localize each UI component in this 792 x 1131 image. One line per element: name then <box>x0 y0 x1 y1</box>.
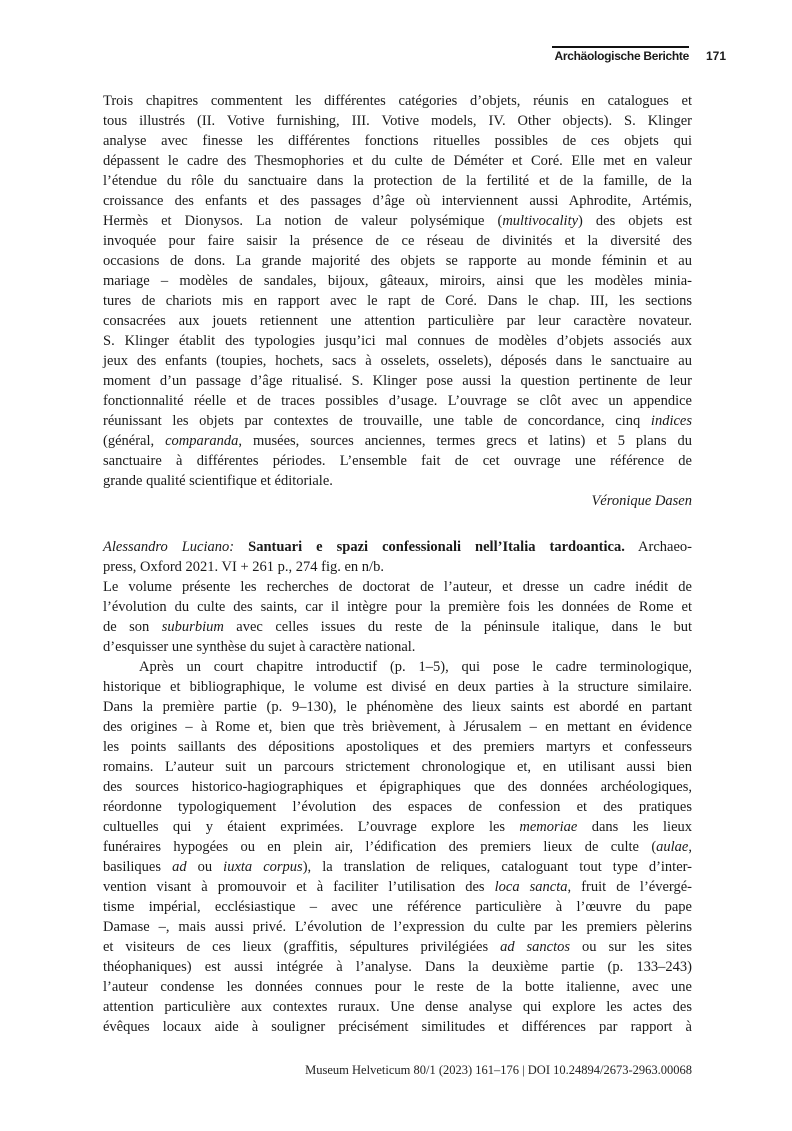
paragraph <box>103 91 692 491</box>
text-segment: romains. L’auteur suit un parcours strictement chronologique et, en utilisant aussi bien <box>103 759 692 775</box>
text-segment: ou sur les sites <box>570 939 693 955</box>
text-segment: mariage – modèles de sandales, bijoux, gâteaux, miroirs, ainsi que les modèles minia- <box>103 273 692 289</box>
text-segment: des sources historico-hagiographiques et épigraphiques que des données archéologiques, <box>103 779 692 795</box>
text-line <box>103 857 692 877</box>
text-segment: (général, <box>103 433 166 449</box>
text-line <box>103 557 692 577</box>
text-line <box>103 797 692 817</box>
text-segment: des origines – à Rome et, bien que très brièvement, à Jérusalem – en mettant en évidence <box>103 719 692 735</box>
text-segment: l’étendue du rôle du sanctuaire dans la protection de la fertilité et de la famille, de la <box>103 173 692 189</box>
text-line <box>103 471 692 491</box>
text-segment: tisme impérial, ecclésiastique – avec une référence particulière à l’œuvre du pape <box>103 899 692 915</box>
text-line <box>103 351 692 371</box>
text-segment: sanctuaire à différentes périodes. L’ensemble fait de cet ouvrage une référence de <box>103 453 692 469</box>
text-segment: ) des objets est <box>578 213 692 229</box>
text-line <box>103 211 692 231</box>
text-line <box>103 697 692 717</box>
journal-footer: Museum Helveticum 80/1 (2023) 161–176 | DOI 10.24894/2673-2963.00068 <box>305 1063 692 1077</box>
italic-text: ad <box>172 859 187 875</box>
text-segment: et visiteurs de ces lieux (graffitis, sépultures privilégiées <box>103 939 501 955</box>
text-segment: , <box>688 839 692 855</box>
text-segment: dépassent le cadre des Thesmophories et du culte de Déméter et Coré. Elle met en valeur <box>103 153 692 169</box>
book-citation <box>103 537 692 577</box>
text-segment: les points saillants des dépositions apostoliques et des premiers martyrs et confesseurs <box>103 739 692 755</box>
paragraph <box>103 577 692 657</box>
text-line <box>103 271 692 291</box>
text-segment: évêques locaux aide à souligner précisément similitudes et différences par rapport à <box>103 1019 692 1035</box>
text-line <box>103 777 692 797</box>
text-segment: S. Klinger établit des typologies jusqu’ici mal connues de modèles d’objets associés aux <box>103 333 692 349</box>
paragraph <box>103 657 692 1037</box>
text-line <box>103 371 692 391</box>
review-signature: Véronique Dasen <box>591 493 692 509</box>
text-segment: réordonne typologiquement l’évolution des espaces de confession et des pratiques <box>103 799 692 815</box>
text-line <box>103 311 692 331</box>
text-line <box>103 597 692 617</box>
text-segment: , fruit de l’évergé- <box>567 879 692 895</box>
text-segment: vention visant à promouvoir et à faciliter l’utilisation des <box>103 879 495 895</box>
text-segment: tous illustrés (II. Votive furnishing, III. Votive models, IV. Other objects). S. Klinger <box>103 113 692 129</box>
text-line <box>103 411 692 431</box>
text-line <box>103 977 692 997</box>
text-line <box>103 577 692 597</box>
article-body <box>103 91 692 1037</box>
text-line <box>103 537 692 557</box>
text-segment: Trois chapitres commentent les différentes catégories d’objets, réunis en catalogues et <box>103 93 692 109</box>
page-number: 171 <box>706 49 727 63</box>
text-line <box>103 131 692 151</box>
text-line <box>103 937 692 957</box>
header-rule <box>552 46 689 48</box>
text-segment: attention particulière aux contextes ruraux. Une dense analyse qui explore les actes des <box>103 999 692 1015</box>
text-segment: Dans la première partie (p. 9–130), le phénomène des lieux saints est abordé en partant <box>103 699 692 715</box>
text-segment: fonctionnalité réelle et de traces possibles d’usage. L’ouvrage se clôt avec un appendice <box>103 393 692 409</box>
text-segment: croissance des enfants et des passages d’âge où interviennent aussi Aphrodite, Artémis, <box>103 193 692 209</box>
text-segment: Le volume présente les recherches de doctorat de l’auteur, et dresse un cadre inédit de <box>103 579 692 595</box>
text-line <box>103 657 692 677</box>
text-line <box>103 637 692 657</box>
text-line <box>103 291 692 311</box>
text-line <box>103 191 692 211</box>
text-segment: , musées, sources anciennes, termes grecs et latins) et 5 plans du <box>238 433 693 449</box>
italic-text: loca sancta <box>494 879 568 895</box>
italic-text: ad sanctos <box>500 939 571 955</box>
text-segment <box>234 539 248 555</box>
text-line <box>103 151 692 171</box>
text-line <box>103 717 692 737</box>
text-line <box>103 617 692 637</box>
section-gap <box>103 511 692 537</box>
text-line <box>103 391 692 411</box>
text-segment: l’auteur condense les données connues pour le reste de la botte italienne, avec une <box>103 979 692 995</box>
text-line <box>103 91 692 111</box>
text-segment: Après un court chapitre introductif (p. 1–5), qui pose le cadre terminologique, <box>139 659 692 675</box>
text-segment: grande qualité scientifique et éditoriale. <box>103 473 333 489</box>
text-line <box>103 451 692 471</box>
text-line <box>103 957 692 977</box>
italic-text: aulae <box>656 839 689 855</box>
text-segment: réunissant les objets par contextes de trouvaille, une table de concordance, cinq <box>103 413 651 429</box>
text-segment: avec celles issues du reste de la péninsule italique, dans le but <box>223 619 692 635</box>
text-segment: invoquée pour faire saisir la présence de ce réseau de divinités et la diversité des <box>103 233 692 249</box>
text-segment: Hermès et Dionysos. La notion de valeur polysémique ( <box>103 213 503 229</box>
text-line <box>103 231 692 251</box>
text-segment: d’esquisser une synthèse du sujet à caractère national. <box>103 639 416 655</box>
text-segment: théophaniques) est aussi intégrée à l’analyse. Dans la deuxième partie (p. 133–243) <box>103 959 692 975</box>
text-line <box>103 1017 692 1037</box>
text-line <box>103 111 692 131</box>
text-segment: l’évolution du culte des saints, car il intègre pour la première fois les données de Rome et <box>103 599 692 615</box>
text-segment: consacrées aux jouets retiennent une attention particulière par leur caractère novateur. <box>103 313 692 329</box>
text-segment: press, Oxford 2021. VI + 261 p., 274 fig. en n/b. <box>103 559 384 575</box>
text-line <box>103 171 692 191</box>
text-line <box>103 877 692 897</box>
italic-text: indices <box>650 413 692 429</box>
italic-text: multivocality <box>502 213 579 229</box>
text-line <box>103 817 692 837</box>
text-segment: basiliques <box>103 859 173 875</box>
running-header-title: Archäologische Berichte <box>554 49 689 63</box>
text-segment: ou <box>186 859 224 875</box>
text-line <box>103 431 692 451</box>
text-line <box>103 917 692 937</box>
italic-text: Alessandro Luciano: <box>103 539 235 555</box>
italic-text: suburbium <box>161 619 224 635</box>
text-segment: tures de chariots mis en rapport avec le rapt de Coré. Dans le chap. III, les sections <box>103 293 692 309</box>
text-line <box>103 757 692 777</box>
text-segment: Archaeo- <box>624 539 692 555</box>
italic-text: comparanda <box>165 433 239 449</box>
text-segment: de son <box>103 619 162 635</box>
text-segment: analyse avec finesse les différentes fonctions rituelles possibles de ces objets qui <box>103 133 692 149</box>
text-line <box>103 997 692 1017</box>
text-segment: jeux des enfants (toupies, hochets, sacs à osselets, osselets), déposés dans le sanctuaire au <box>103 353 692 369</box>
text-line <box>103 737 692 757</box>
text-line <box>103 897 692 917</box>
text-segment: historique et bibliographique, le volume est divisé en deux parties à la structure similaire. <box>103 679 692 695</box>
text-line <box>103 677 692 697</box>
text-segment: occasions de dons. La grande majorité des objets se rapporte au monde féminin et au <box>103 253 692 269</box>
text-segment: dans les lieux <box>577 819 692 835</box>
text-segment: ), la translation de reliques, cataloguant tout type d’inter- <box>302 859 693 875</box>
text-segment: moment d’un passage d’âge ritualisé. S. Klinger pose aussi la question pertinente de leur <box>103 373 692 389</box>
text-line <box>103 837 692 857</box>
italic-text: memoriae <box>519 819 578 835</box>
text-segment: cultuelles qui y étaient exprimées. L’ouvrage explore les <box>103 819 520 835</box>
text-line <box>103 331 692 351</box>
text-segment: funéraires hypogées ou en plein air, l’édification des premiers lieux de culte ( <box>103 839 657 855</box>
bold-title: Santuari e spazi confessionali nell’Italia tardoantica. <box>248 539 625 555</box>
italic-text: iuxta corpus <box>223 859 303 875</box>
text-segment: Damase –, mais aussi privé. L’évolution de l’expression du culte par les premiers pèlerins <box>103 919 692 935</box>
text-line <box>103 251 692 271</box>
